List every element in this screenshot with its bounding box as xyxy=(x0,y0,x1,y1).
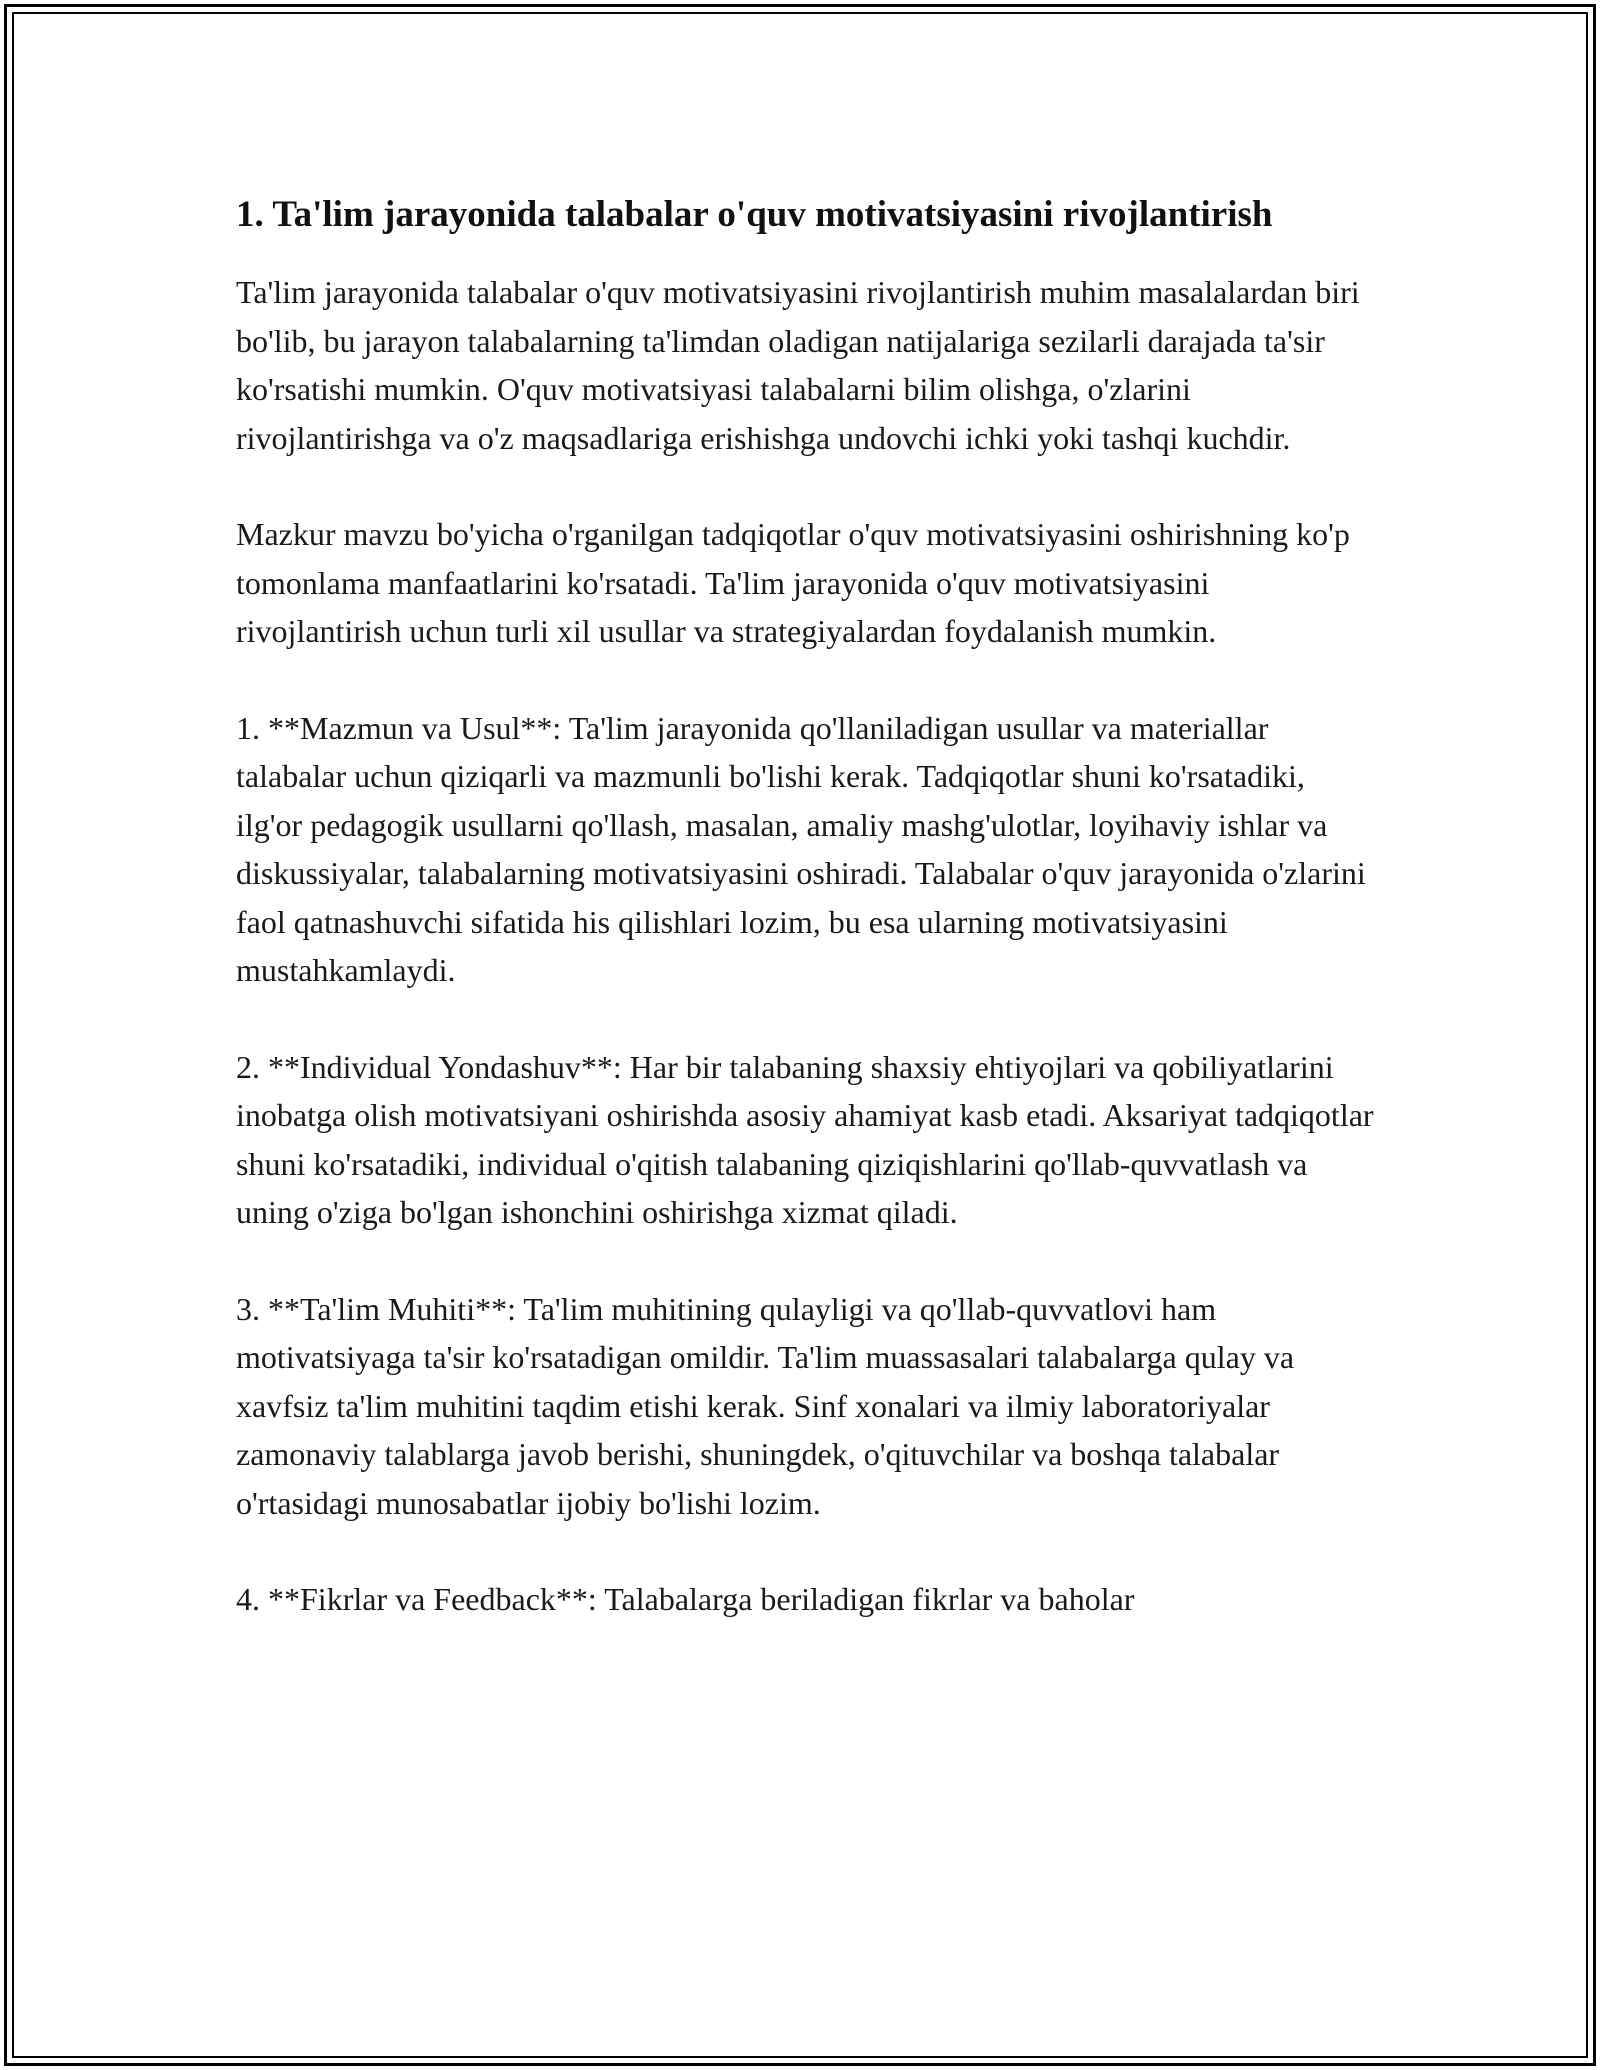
document-body xyxy=(236,188,1376,1672)
section-heading: 1. Ta'lim jarayonida talabalar o'quv motivatsiyasini rivojlantirish xyxy=(236,194,1273,235)
paragraph-item-1: 1. **Mazmun va Usul**: Ta'lim jarayonida qo'llaniladigan usullar va materiallar talabalar uchun qiziqarli va mazmunli bo'lishi kerak. Tadqiqotlar shuni ko'rsatadiki, ilg'or pedagogik usullarni qo'llash, masalan, amaliy mashg'ulotlar, loyihaviy ishlar va diskussiyalar, talabalarning motivatsiyasini oshiradi. Talabalar o'quv jarayonida o'zlarini faol qatnashuvchi sifatida his qilishlari lozim, bu esa ularning motivatsiyasini mustahkamlaydi. xyxy=(236,709,1366,988)
paragraph-item-4: 4. **Fikrlar va Feedback**: Talabalarga beriladigan fikrlar va baholar xyxy=(236,1581,1135,1617)
paragraph-intro: Ta'lim jarayonida talabalar o'quv motivatsiyasini rivojlantirish muhim masalalardan biri bo'lib, bu jarayon talabalarning ta'limdan oladigan natijalariga sezilarli darajada ta'sir ko'rsatishi mumkin. O'quv motivatsiyasi talabalarni bilim olishga, o'zlarini rivojlantirishga va o'z maqsadlariga erishishga undovchi ichki yoki tashqi kuchdir. xyxy=(236,274,1360,456)
paragraph-research: Mazkur mavzu bo'yicha o'rganilgan tadqiqotlar o'quv motivatsiyasini oshirishning ko'p tomonlama manfaatlarini ko'rsatadi. Ta'lim jarayonida o'quv motivatsiyasini rivojlantirish uchun turli xil usullar va strategiyalardan foydalanish mumkin. xyxy=(236,516,1350,649)
paragraph-item-2: 2. **Individual Yondashuv**: Har bir talabaning shaxsiy ehtiyojlari va qobiliyatlarini inobatga olish motivatsiyani oshirishda asosiy ahamiyat kasb etadi. Aksariyat tadqiqotlar shuni ko'rsatadiki, individual o'qitish talabaning qiziqishlarini qo'llab-quvvatlash va uning o'ziga bo'lgan ishonchini oshirishga xizmat qiladi. xyxy=(236,1048,1374,1230)
paragraph-item-3: 3. **Ta'lim Muhiti**: Ta'lim muhitining qulayligi va qo'llab-quvvatlovi ham motivatsiyaga ta'sir ko'rsatadigan omildir. Ta'lim muassasalari talabalarga qulay va xavfsiz ta'lim muhitini taqdim etishi kerak. Sinf xonalari va ilmiy laboratoriyalar zamonaviy talablarga javob berishi, shuningdek, o'qituvchilar va boshqa talabalar o'rtasidagi munosabatlar ijobiy bo'lishi lozim. xyxy=(236,1290,1295,1521)
